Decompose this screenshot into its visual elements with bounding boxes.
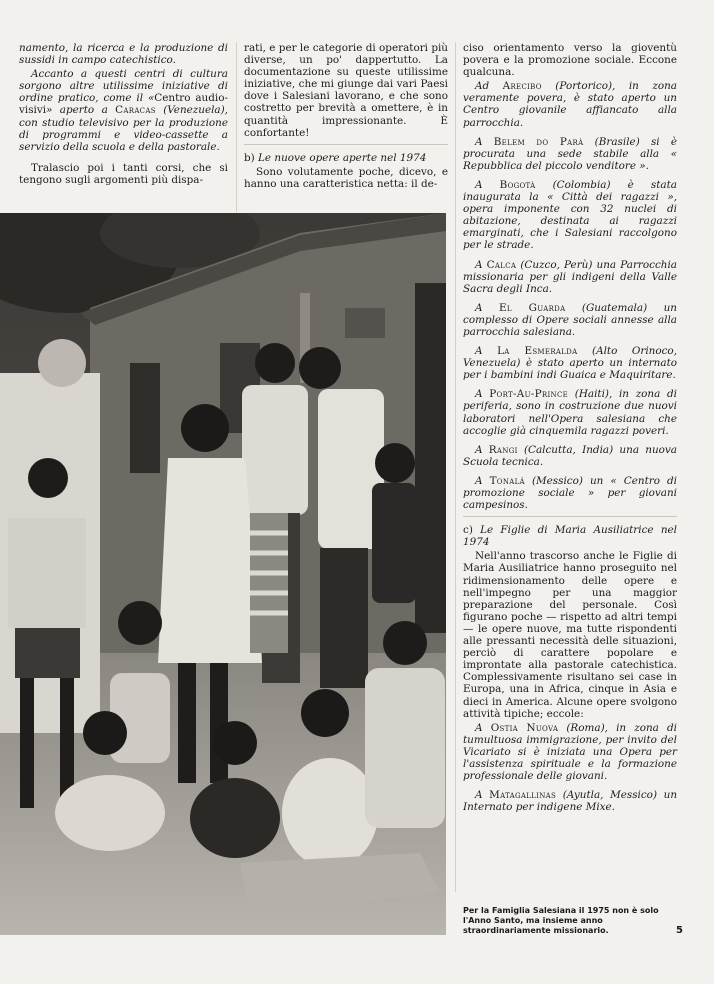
list-item: A El Guarda (Guatemala) un complesso di Opere sociali annesse alla parrocchia salesiana. [463,301,678,338]
col2-paragraph-2: Sono volutamente poche, dicevo, e hanno una caratteristica netta: il de- [244,165,448,190]
list-item: A Calca (Cuzco, Perù) una Parrocchia missionaria per gli indigeni della Valle Sacra degli Inca. [463,258,677,295]
list-item: A La Esmeralda (Alto Orinoco, Venezuela) è stato aperto un internato per i bambini indi Guaica e Maquiritare. [463,345,677,382]
photo-illustration [0,213,446,935]
page-number: 5 [676,925,683,936]
list-item: A Ostia Nuova (Roma), in zona di tumultuosa immigrazione, per invito del Vicariato si è iniziata una Opera per l'assistenza spirituale e la formazione professionale delle giovani. [463,721,678,783]
fma-works-list [463,722,677,814]
list-item: A Tonalá (Messico) un « Centro di promozione sociale » per giovani campesinos. [463,474,677,512]
col1-paragraph-2: Accanto a questi centri di cultura sorgono altre utilissime iniziative di ordine pratico, come il «Centro audio-visivi» aperto a Caracas (Venezuela), con studio televisivo per la produzione di programmi e video-cassette a servizio della scuola e della pastorale. [19,68,228,153]
list-item: A Rangi (Calcutta, India) una nuova Scuola tecnica. [463,443,677,468]
column-2 [244,42,448,192]
col3-paragraph-2: Nell'anno trascorso anche le Figlie di Maria Ausiliatrice hanno proseguito nel ridimensionamento delle opere e nell'impegno per una maggior preparazione del personale. Così figurano poche — rispetto ad altri tempi — le opere nuove, ma tutte rispondenti alle pressanti necessità delle situazioni, perciò di carattere popolare e improntate alla pastorale catechistica. Complessivamente risultano sei case in Europa, una in Africa, cinque in Asia e dieci in America. Alcune opere svolgono attività tipiche; eccole: [463,550,677,720]
new-works-list [463,80,677,511]
list-item: A Belem do Parà (Brasile) si è procurata una sede stabile alla « Repubblica del piccolo venditore ». [463,135,677,172]
section-c-heading: c) Le Figlie di Maria Ausiliatrice nel 1974 [463,524,677,549]
col1-paragraph-3: Tralascio poi i tanti corsi, che si tengono sugli argomenti più dispa- [19,161,228,186]
list-item: A Matagallinas (Ayutla, Messico) un Internato per indigene Mixe. [463,789,678,814]
col1-paragraph-1: namento, la ricerca e la produzione di sussidi in campo catechistico. [19,42,228,67]
column-divider [455,42,456,892]
section-separator [244,144,448,145]
list-item: A Port-Au-Prince (Haiti), in zona di periferia, sono in costruzione due nuovi laboratori nell'Opera salesiana che accoglie già cinquemila ragazzi poveri. [463,388,677,437]
section-b-heading: b) Le nuove opere aperte nel 1974 [244,151,427,164]
column-divider [236,42,237,212]
col2-paragraph-1: rati, e per le categorie di operatori più diverse, un po' dappertutto. La documentazione su queste utilissime iniziative, che mi giunge dai vari Paesi dove i Salesiani lavorano, e che sono costretto per brevità a omettere, è in quantità impressionante. È confortante! [244,42,448,139]
list-item: Ad Arecibo (Portorico), in zona veramente povera, è stato aperto un Centro giovanile affiancato alla parrocchia. [463,80,677,129]
column-3 [463,42,677,815]
col3-paragraph-1: ciso orientamento verso la gioventù povera e la promozione sociale. Eccone qualcuna. [463,42,677,79]
section-separator [463,516,677,517]
photo-caption: Per la Famiglia Salesiana il 1975 non è solo l'Anno Santo, ma insieme anno straordinariamente missionario. [463,906,659,935]
children-group-photo [0,213,446,935]
column-1 [19,42,228,188]
list-item: A Bogotà (Colombia) è stata inaugurata la « Città dei ragazzi », opera imponente con 32 nuclei di abitazione, destinata ai ragazzi emarginati, che i Salesiani raccolgono per le strade. [463,178,677,252]
